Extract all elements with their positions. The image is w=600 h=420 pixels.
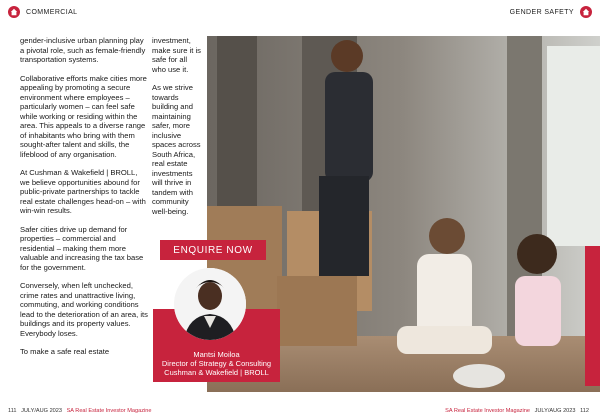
page-footer bbox=[0, 406, 600, 418]
avatar bbox=[174, 268, 246, 340]
section-label-gender-safety bbox=[510, 6, 592, 18]
page-header bbox=[0, 0, 600, 24]
page-number: 111 bbox=[8, 408, 17, 414]
house-icon bbox=[8, 6, 20, 18]
house-icon bbox=[580, 6, 592, 18]
article-column-1 bbox=[20, 36, 149, 366]
magazine-name: SA Real Estate Investor Magazine bbox=[445, 408, 531, 414]
contact-company: Cushman & Wakefield | BROLL bbox=[164, 368, 269, 377]
issue-date: JULY/AUG 2023 bbox=[21, 408, 63, 414]
article-column-2 bbox=[152, 36, 202, 225]
paragraph: At Cushman & Wakefield | BROLL, we believe opportunities abound for public-private partnerships to tackle real estate challenges head-on – with win-win results. bbox=[20, 168, 146, 215]
paragraph: Safer cities drive up demand for properties – commercial and residential – making them more valuable and increasing the tax base for the government. bbox=[20, 224, 144, 272]
paragraph: gender-inclusive urban planning play a pivotal role, such as female-friendly transportation systems. bbox=[20, 36, 146, 64]
magazine-name: SA Real Estate Investor Magazine bbox=[66, 408, 152, 414]
paragraph: Conversely, when left unchecked, crime rates and unattractive living, commuting, and working conditions lead to the deterioration of an area, its buildings and its property values. Everybody loses. bbox=[20, 281, 148, 338]
section-label: COMMERCIAL bbox=[26, 8, 78, 16]
footer-right bbox=[445, 408, 592, 414]
contact-name: Mantsi Moiloa bbox=[193, 350, 240, 359]
issue-date: JULY/AUG 2023 bbox=[534, 408, 576, 414]
paragraph: Collaborative efforts make cities more appealing by promoting a secure environment where employees – particularly women – can feel safe while working or residing within the area. This appeals to a diverse range of inhabitants who bring with them sought-after talent and skills, the lifeblood of any organisation. bbox=[20, 73, 147, 159]
footer-left bbox=[8, 408, 154, 414]
page-number: 112 bbox=[580, 408, 589, 414]
topic-label: GENDER SAFETY bbox=[509, 8, 574, 16]
contact-title: Director of Strategy & Consulting bbox=[161, 359, 272, 368]
section-label-commercial bbox=[8, 6, 77, 18]
enquire-now-button[interactable]: ENQUIRE NOW bbox=[160, 240, 266, 260]
paragraph: investment, make sure it is safe for all who use it. bbox=[152, 36, 201, 74]
paragraph: As we strive towards building and maintaining safer, more inclusive spaces across South Africa, real estate investments will thrive in tandem with community well-being. bbox=[152, 83, 201, 216]
paragraph: To make a safe real estate bbox=[20, 347, 110, 356]
